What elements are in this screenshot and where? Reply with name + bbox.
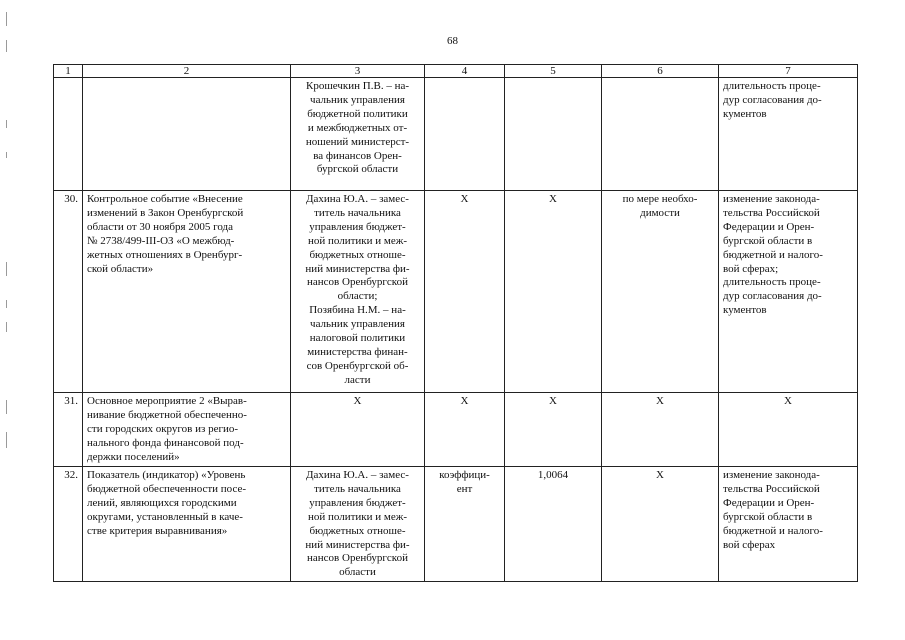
value-cell (505, 78, 602, 191)
row-number-cell: 30. (54, 191, 83, 393)
column-number: 7 (719, 65, 858, 78)
scan-margin-marks (0, 0, 16, 640)
unit-cell: X (425, 393, 505, 467)
row-number-cell: 31. (54, 393, 83, 467)
deadline-cell: X (602, 467, 719, 582)
column-number: 6 (602, 65, 719, 78)
responsible-cell: X (291, 393, 425, 467)
table-row-31 (54, 393, 858, 467)
value-cell: X (505, 191, 602, 393)
risks-cell: длительность проце- дур согласования до- кументов (719, 78, 858, 191)
row-number-cell (54, 78, 83, 191)
column-number: 4 (425, 65, 505, 78)
column-number: 1 (54, 65, 83, 78)
page-number: 68 (447, 35, 458, 47)
unit-cell: коэффици- ент (425, 467, 505, 582)
deadline-cell: X (602, 393, 719, 467)
risks-cell: X (719, 393, 858, 467)
event-name-cell: Показатель (индикатор) «Уровень бюджетной обеспеченности посе- лений, являющихся городскими округами, установленный в каче- стве критерия выравнивания» (83, 467, 291, 582)
event-name-cell: Основное мероприятие 2 «Вырав- нивание бюджетной обеспеченно- сти городских округов из регио- нального фонда финансовой под- держки поселений» (83, 393, 291, 467)
document-table (53, 64, 858, 582)
column-number: 5 (505, 65, 602, 78)
risks-cell: изменение законода- тельства Российской Федерации и Орен- бургской области в бюджетной и налого- вой сферах (719, 467, 858, 582)
table-row-30 (54, 191, 858, 393)
event-name-cell (83, 78, 291, 191)
deadline-cell (602, 78, 719, 191)
row-number-cell: 32. (54, 467, 83, 582)
column-number: 2 (83, 65, 291, 78)
event-name-cell: Контрольное событие «Внесение изменений в Закон Оренбургской области от 30 ноября 2005 года № 2738/499-III-ОЗ «О межбюд- жетных отношениях в Оренбург- ской области» (83, 191, 291, 393)
column-number-row (54, 65, 858, 78)
value-cell: X (505, 393, 602, 467)
unit-cell: X (425, 191, 505, 393)
responsible-cell: Дахина Ю.А. – замес- титель начальника управления бюджет- ной политики и меж- бюджетных отноше- ний министерства фи- нансов Оренбургской области; Позябина Н.М. – на- чальник управления налоговой политики министерства финан- сов Оренбургской об- ласти (291, 191, 425, 393)
responsible-cell: Дахина Ю.А. – замес- титель начальника управления бюджет- ной политики и меж- бюджетных отноше- ний министерства фи- нансов Оренбургской области (291, 467, 425, 582)
unit-cell (425, 78, 505, 191)
risks-cell: изменение законода- тельства Российской Федерации и Орен- бургской области в бюджетной и налого- вой сферах; длительность проце- дур согласования до- кументов (719, 191, 858, 393)
table-row-32 (54, 467, 858, 582)
value-cell: 1,0064 (505, 467, 602, 582)
column-number: 3 (291, 65, 425, 78)
responsible-cell: Крошечкин П.В. – на- чальник управления бюджетной политики и межбюджетных от- ношений министерст- ва финансов Орен- бургской области (291, 78, 425, 191)
table-row-continued (54, 78, 858, 191)
deadline-cell: по мере необхо- димости (602, 191, 719, 393)
